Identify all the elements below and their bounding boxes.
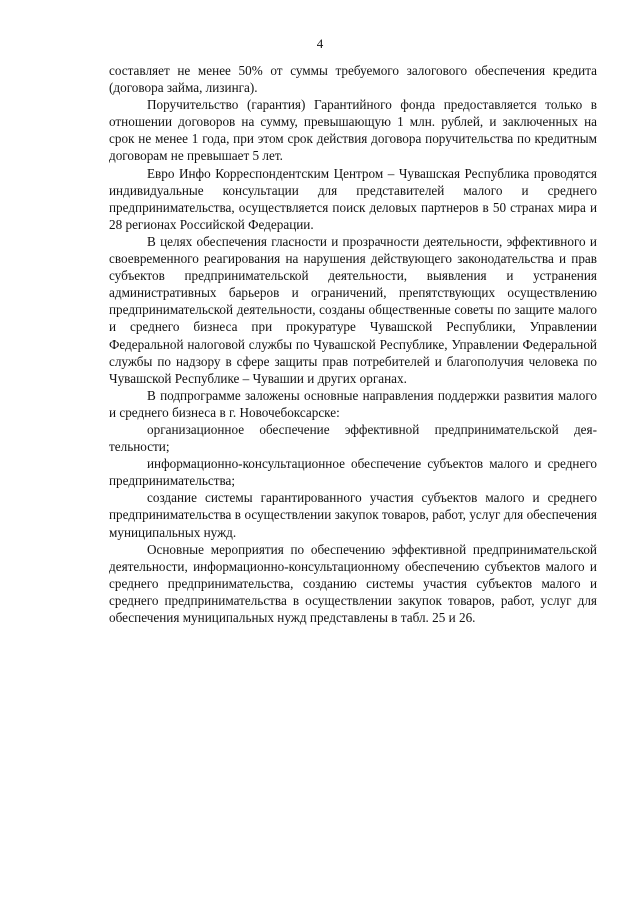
paragraph-1: составляет не менее 50% от суммы требуемого залогового обеспечения кредита (договора займа, лизинга). [109,63,597,96]
page-number: 4 [316,36,324,51]
document-body [109,62,597,626]
paragraph-5: В подпрограмме заложены основные направления поддержки развития малого и среднего бизнеса в г. Новочебоксарске: [109,387,597,420]
paragraph-4: В целях обеспечения гласности и прозрачности деятельности, эффективного и своевременного реагирования на нарушения действующего законодательства и прав субъектов предпринимательской деятельности, выявления и устранения административных барьеров и ограничений, препятствующих осуществлению предпринимательской деятельности, созданы общественные советы по защите малого и среднего бизнеса при прокуратуре Чувашской Республики, Управлении Федеральной налоговой службы по Чувашской Республике, Управлении Федеральной службы по надзору в сфере защиты прав потребителей и благополучия человека по Чувашской Республике – Чувашии и других органах. [109,233,597,386]
paragraph-3: Евро Инфо Корреспондентским Центром – Чувашская Республика проводятся индивидуальные консультации для представителей малого и среднего предпринимательства, осуществляется поиск деловых партнеров в 50 странах мира и 28 регионах Российской Федерации. [109,165,597,232]
paragraph-2: Поручительство (гарантия) Гарантийного фонда предоставляется только в отношении договоров на сумму, превышающую 1 млн. рублей, и заключенных на срок не менее 1 года, при этом срок действия договора поручительства по кредитным договорам не превышает 5 лет. [109,97,597,164]
list-item-informational: информационно-консультационное обеспечение субъектов малого и среднего предпринимательства; [109,456,597,489]
list-item-procurement: создание системы гарантированного участия субъектов малого и среднего предпринимательства в осуществлении закупок товаров, работ, услуг для обеспечения муниципальных нужд. [109,490,597,540]
paragraph-9: Основные мероприятия по обеспечению эффективной предпринимательской деятельности, информационно-консультационному обеспечению субъектов малого и среднего предпринимательства, созданию системы участия субъектов малого и среднего предпринимательства в осуществлении закупок товаров, работ, услуг для обеспечения муниципальных нужд представлены в табл. 25 и 26. [109,541,597,625]
list-item-organizational: организационное обеспечение эффективной предпринимательской деятельности; [109,421,597,455]
